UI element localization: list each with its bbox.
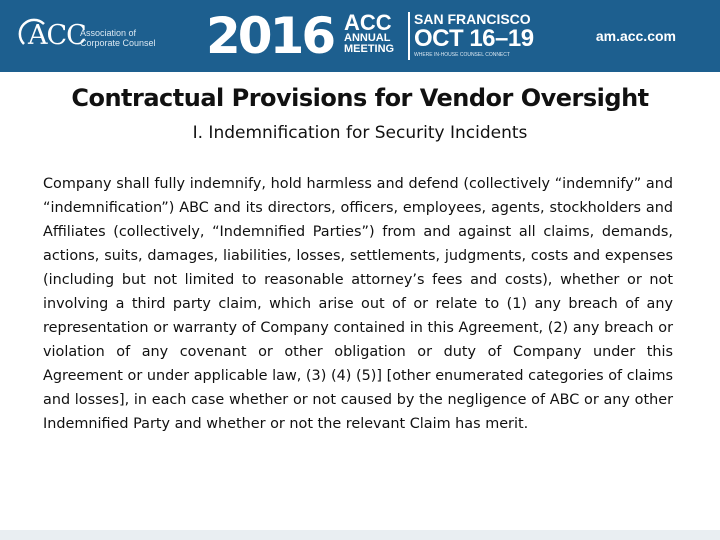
logo-subtitle: Association of Corporate Counsel	[80, 28, 156, 48]
event-year: 2016	[206, 7, 334, 65]
event-city: SAN FRANCISCO	[414, 11, 531, 27]
website-link[interactable]: am.acc.com	[595, 28, 676, 44]
slide-body-text: Company shall fully indemnify, hold harmless and defend (collectively “indemnify” and “indemnification”) ABC and its directors, officers, employees, agents, stockholders and Affiliates (collectively, “Indemnified Parties”) from and against all claims, demands, actions, suits, damages, liabilities, losses, settlements, judgments, costs and expenses (including but not limited to reasonable attorney’s fees and costs), whether or not involving a third party claim, which arise out of or relate to (1) any breach of any representation or warranty of Company contained in this Agreement, (2) any breach or violation of any covenant or other obligation or duty of Company under this Agreement or under applicable law, (3) (4) (5)] [other enumerated categories of claims and losses], in each case whether or not caused by the negligence of ABC or any other Indemnified Party and whether or not the relevant Claim has merit.	[43, 176, 673, 432]
slide-subtitle: I. Indemnification for Security Incidents	[192, 123, 528, 143]
logo-text: ACC	[28, 20, 86, 51]
event-details	[414, 11, 534, 59]
acc-logo	[18, 18, 158, 58]
header-divider	[408, 12, 410, 60]
header-banner	[0, 0, 720, 72]
event-acc: ACC	[344, 10, 392, 35]
event-dates: OCT 16–19	[414, 25, 534, 52]
footer-bar	[0, 530, 720, 540]
event-annual: ANNUAL	[344, 32, 391, 44]
slide-title: Contractual Provisions for Vendor Oversight	[71, 84, 649, 112]
event-name	[344, 10, 395, 55]
event-meeting: MEETING	[344, 43, 395, 55]
event-tagline: WHERE IN-HOUSE COUNSEL CONNECT	[414, 52, 510, 58]
